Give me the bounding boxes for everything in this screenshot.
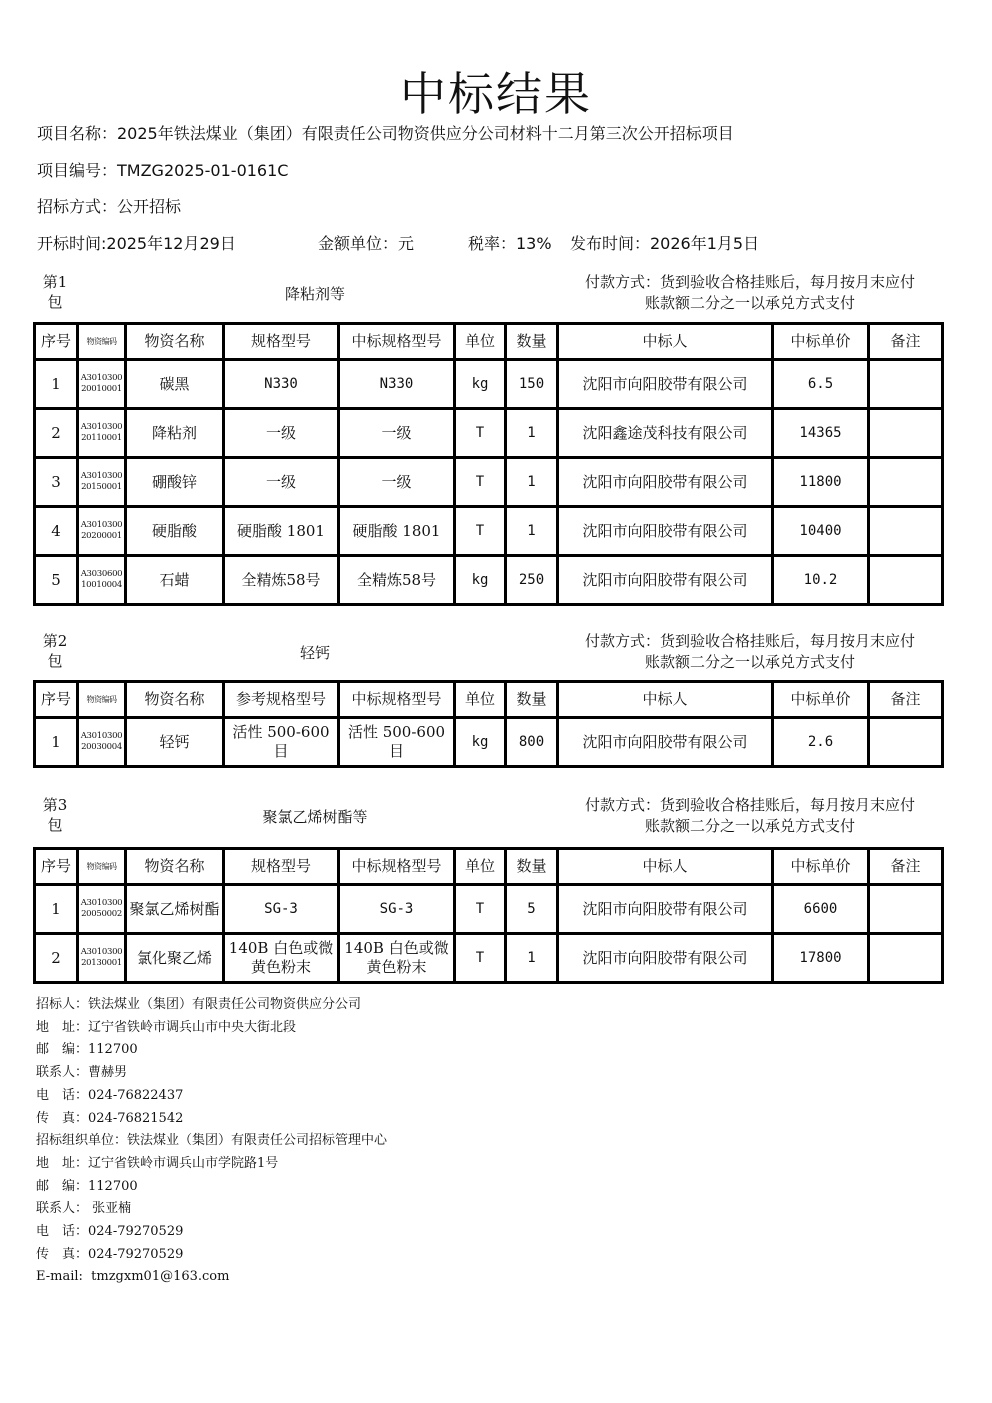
cell-unit: kg — [455, 718, 506, 767]
cell-seq: 2 — [35, 934, 78, 983]
table-row — [35, 718, 943, 767]
contact-line: E-mail: tmzgxm01@163.com — [36, 1269, 230, 1285]
cell-spec: N330 — [224, 360, 339, 409]
column-header: 序号 — [35, 849, 78, 885]
payment-terms — [560, 272, 940, 314]
contact-line: 联系人： 张亚楠 — [36, 1201, 132, 1217]
payment-terms-line1: 付款方式：货到验收合格挂账后，每月按月末应付 — [584, 632, 915, 650]
cell-winner: 沈阳市向阳胶带有限公司 — [558, 934, 773, 983]
cell-seq: 2 — [35, 409, 78, 458]
cell-unit-price: 10.2 — [773, 556, 869, 605]
cell-unit: kg — [455, 556, 506, 605]
material-code-line2: 20010001 — [81, 384, 122, 394]
cell-material-code — [78, 360, 126, 409]
cell-note — [869, 934, 943, 983]
cell-material-name: 硼酸锌 — [126, 458, 224, 507]
cell-note — [869, 458, 943, 507]
package-name: 降粘剂等 — [284, 285, 345, 303]
table-row — [35, 409, 943, 458]
table-header-row — [35, 682, 943, 718]
column-header: 中标规格型号 — [339, 324, 455, 360]
material-code-line2: 20050002 — [81, 909, 122, 919]
package-number — [38, 795, 72, 835]
material-code-line1: A3010300 — [80, 422, 123, 432]
cell-quantity: 250 — [506, 556, 558, 605]
column-header: 物资名称 — [126, 324, 224, 360]
column-header: 物资编码 — [78, 324, 126, 360]
column-header: 中标单价 — [773, 849, 869, 885]
publish-time: 发布时间：2026年1月5日 — [570, 234, 760, 253]
column-header: 物资编码 — [78, 849, 126, 885]
package-number-line1: 第2 — [42, 632, 68, 650]
cell-bid-spec: 140B 白色或微黄色粉末 — [339, 934, 455, 983]
cell-winner: 沈阳鑫途茂科技有限公司 — [558, 409, 773, 458]
cell-material-name: 硬脂酸 — [126, 507, 224, 556]
column-header: 数量 — [506, 849, 558, 885]
column-header: 备注 — [869, 324, 943, 360]
column-header: 单位 — [455, 682, 506, 718]
material-code-line1: A3010300 — [80, 520, 123, 530]
page-title: 中标结果 — [400, 67, 592, 121]
contact-line: 地 址：辽宁省铁岭市调兵山市中央大街北段 — [36, 1019, 297, 1035]
payment-terms-line1: 付款方式：货到验收合格挂账后，每月按月末应付 — [584, 273, 915, 291]
material-code-line2: 20200001 — [81, 531, 122, 541]
cell-unit: T — [455, 934, 506, 983]
cell-material-name: 轻钙 — [126, 718, 224, 767]
cell-bid-spec: 硬脂酸 1801 — [339, 507, 455, 556]
cell-bid-spec: 全精炼58号 — [339, 556, 455, 605]
column-header: 数量 — [506, 324, 558, 360]
contact-line: 电 话：024-79270529 — [36, 1224, 184, 1240]
cell-quantity: 1 — [506, 507, 558, 556]
cell-note — [869, 360, 943, 409]
cell-quantity: 5 — [506, 885, 558, 934]
column-header: 中标规格型号 — [339, 682, 455, 718]
payment-terms — [560, 631, 940, 673]
column-header: 数量 — [506, 682, 558, 718]
cell-quantity: 150 — [506, 360, 558, 409]
table-row — [35, 556, 943, 605]
cell-seq: 1 — [35, 718, 78, 767]
table-row — [35, 458, 943, 507]
table-row — [35, 885, 943, 934]
column-header: 中标单价 — [773, 324, 869, 360]
cell-note — [869, 507, 943, 556]
cell-material-code — [78, 718, 126, 767]
payment-terms-line2: 账款额二分之一以承兑方式支付 — [644, 817, 855, 835]
contact-block — [36, 994, 387, 1289]
cell-quantity: 800 — [506, 718, 558, 767]
package-number — [38, 631, 72, 671]
package-number-line2: 包 — [47, 293, 63, 311]
cell-bid-spec: 一级 — [339, 458, 455, 507]
payment-terms — [560, 795, 940, 837]
contact-line: 联系人：曹赫男 — [36, 1065, 128, 1081]
column-header: 中标单价 — [773, 682, 869, 718]
cell-material-code — [78, 934, 126, 983]
material-code-line1: A3010300 — [80, 898, 123, 908]
cell-material-name: 石蜡 — [126, 556, 224, 605]
currency-unit: 金额单位：元 — [318, 234, 415, 253]
column-header: 规格型号 — [224, 849, 339, 885]
table-header-row — [35, 849, 943, 885]
contact-line: 招标人：铁法煤业（集团）有限责任公司物资供应分公司 — [36, 997, 362, 1012]
cell-seq: 1 — [35, 360, 78, 409]
cell-seq: 3 — [35, 458, 78, 507]
column-header: 备注 — [869, 849, 943, 885]
cell-quantity: 1 — [506, 409, 558, 458]
cell-unit-price: 2.6 — [773, 718, 869, 767]
contact-line: 招标组织单位：铁法煤业（集团）有限责任公司招标管理中心 — [36, 1133, 388, 1149]
cell-unit-price: 17800 — [773, 934, 869, 983]
payment-terms-line2: 账款额二分之一以承兑方式支付 — [644, 294, 855, 312]
cell-winner: 沈阳市向阳胶带有限公司 — [558, 507, 773, 556]
cell-unit-price: 14365 — [773, 409, 869, 458]
column-header: 参考规格型号 — [224, 682, 339, 718]
cell-bid-spec: 活性 500-600目 — [339, 718, 455, 767]
cell-seq: 4 — [35, 507, 78, 556]
column-header: 序号 — [35, 682, 78, 718]
cell-unit: T — [455, 885, 506, 934]
column-header: 中标人 — [558, 849, 773, 885]
award-table — [33, 847, 944, 984]
material-code-line2: 20110001 — [81, 433, 122, 443]
column-header: 备注 — [869, 682, 943, 718]
cell-winner: 沈阳市向阳胶带有限公司 — [558, 556, 773, 605]
material-code-line2: 20150001 — [81, 482, 122, 492]
column-header: 单位 — [455, 324, 506, 360]
table-row — [35, 934, 943, 983]
contact-line: 电 话：024-76822437 — [36, 1087, 184, 1103]
column-header: 序号 — [35, 324, 78, 360]
cell-bid-spec: 一级 — [339, 409, 455, 458]
column-header: 规格型号 — [224, 324, 339, 360]
contact-line: 地 址：辽宁省铁岭市调兵山市学院路1号 — [36, 1155, 279, 1171]
project-name: 项目名称：2025年铁法煤业（集团）有限责任公司物资供应分公司材料十二月第三次公开招标项目 — [37, 124, 734, 143]
cell-material-name: 碳黑 — [126, 360, 224, 409]
bid-method: 招标方式：公开招标 — [37, 197, 182, 216]
cell-material-name: 降粘剂 — [126, 409, 224, 458]
cell-material-name: 氯化聚乙烯 — [126, 934, 224, 983]
cell-spec: 全精炼58号 — [224, 556, 339, 605]
cell-spec: 活性 500-600目 — [224, 718, 339, 767]
package-name: 聚氯乙烯树酯等 — [262, 808, 368, 826]
column-header: 中标人 — [558, 682, 773, 718]
cell-note — [869, 718, 943, 767]
column-header: 中标规格型号 — [339, 849, 455, 885]
project-number: 项目编号：TMZG2025-01-0161C — [37, 161, 289, 180]
cell-bid-spec: N330 — [339, 360, 455, 409]
package-number-line2: 包 — [47, 816, 63, 834]
cell-spec: 140B 白色或微黄色粉末 — [224, 934, 339, 983]
cell-spec: 一级 — [224, 458, 339, 507]
cell-unit: T — [455, 409, 506, 458]
package-number-line2: 包 — [47, 652, 63, 670]
cell-bid-spec: SG-3 — [339, 885, 455, 934]
cell-material-code — [78, 507, 126, 556]
cell-seq: 1 — [35, 885, 78, 934]
contact-line: 传 真：024-79270529 — [36, 1246, 184, 1262]
material-code-line1: A3010300 — [80, 373, 123, 383]
cell-material-code — [78, 556, 126, 605]
package-number — [38, 272, 72, 312]
award-table — [33, 322, 944, 606]
cell-note — [869, 409, 943, 458]
award-table — [33, 680, 944, 768]
cell-unit-price: 6600 — [773, 885, 869, 934]
cell-note — [869, 556, 943, 605]
table-row — [35, 360, 943, 409]
tax-rate: 税率：13% — [468, 234, 552, 253]
open-time: 开标时间:2025年12月29日 — [37, 234, 236, 253]
table-row — [35, 507, 943, 556]
package-number-line1: 第3 — [42, 796, 68, 814]
cell-spec: SG-3 — [224, 885, 339, 934]
cell-unit-price: 6.5 — [773, 360, 869, 409]
payment-terms-line2: 账款额二分之一以承兑方式支付 — [644, 653, 855, 671]
cell-quantity: 1 — [506, 458, 558, 507]
cell-seq: 5 — [35, 556, 78, 605]
material-code-line2: 20130001 — [81, 958, 122, 968]
table-header-row — [35, 324, 943, 360]
cell-winner: 沈阳市向阳胶带有限公司 — [558, 718, 773, 767]
contact-line: 邮 编：112700 — [36, 1042, 138, 1058]
cell-unit-price: 11800 — [773, 458, 869, 507]
material-code-line2: 20030004 — [81, 742, 122, 752]
cell-material-code — [78, 458, 126, 507]
column-header: 物资编码 — [78, 682, 126, 718]
payment-terms-line1: 付款方式：货到验收合格挂账后，每月按月末应付 — [584, 796, 915, 814]
cell-material-name: 聚氯乙烯树酯 — [126, 885, 224, 934]
cell-material-code — [78, 885, 126, 934]
column-header: 物资名称 — [126, 682, 224, 718]
cell-quantity: 1 — [506, 934, 558, 983]
cell-unit: kg — [455, 360, 506, 409]
column-header: 中标人 — [558, 324, 773, 360]
cell-winner: 沈阳市向阳胶带有限公司 — [558, 360, 773, 409]
material-code-line1: A3010300 — [80, 731, 123, 741]
column-header: 物资名称 — [126, 849, 224, 885]
cell-unit-price: 10400 — [773, 507, 869, 556]
contact-line: 传 真：024-76821542 — [36, 1110, 184, 1126]
cell-unit: T — [455, 458, 506, 507]
cell-spec: 一级 — [224, 409, 339, 458]
material-code-line2: 10010004 — [81, 580, 122, 590]
cell-spec: 硬脂酸 1801 — [224, 507, 339, 556]
cell-material-code — [78, 409, 126, 458]
cell-unit: T — [455, 507, 506, 556]
package-number-line1: 第1 — [42, 273, 68, 291]
column-header: 单位 — [455, 849, 506, 885]
cell-note — [869, 885, 943, 934]
contact-line: 邮 编：112700 — [36, 1178, 138, 1194]
cell-winner: 沈阳市向阳胶带有限公司 — [558, 458, 773, 507]
material-code-line1: A3010300 — [80, 471, 123, 481]
cell-winner: 沈阳市向阳胶带有限公司 — [558, 885, 773, 934]
material-code-line1: A3030600 — [80, 569, 123, 579]
package-name: 轻钙 — [299, 644, 330, 662]
material-code-line1: A3010300 — [80, 947, 123, 957]
